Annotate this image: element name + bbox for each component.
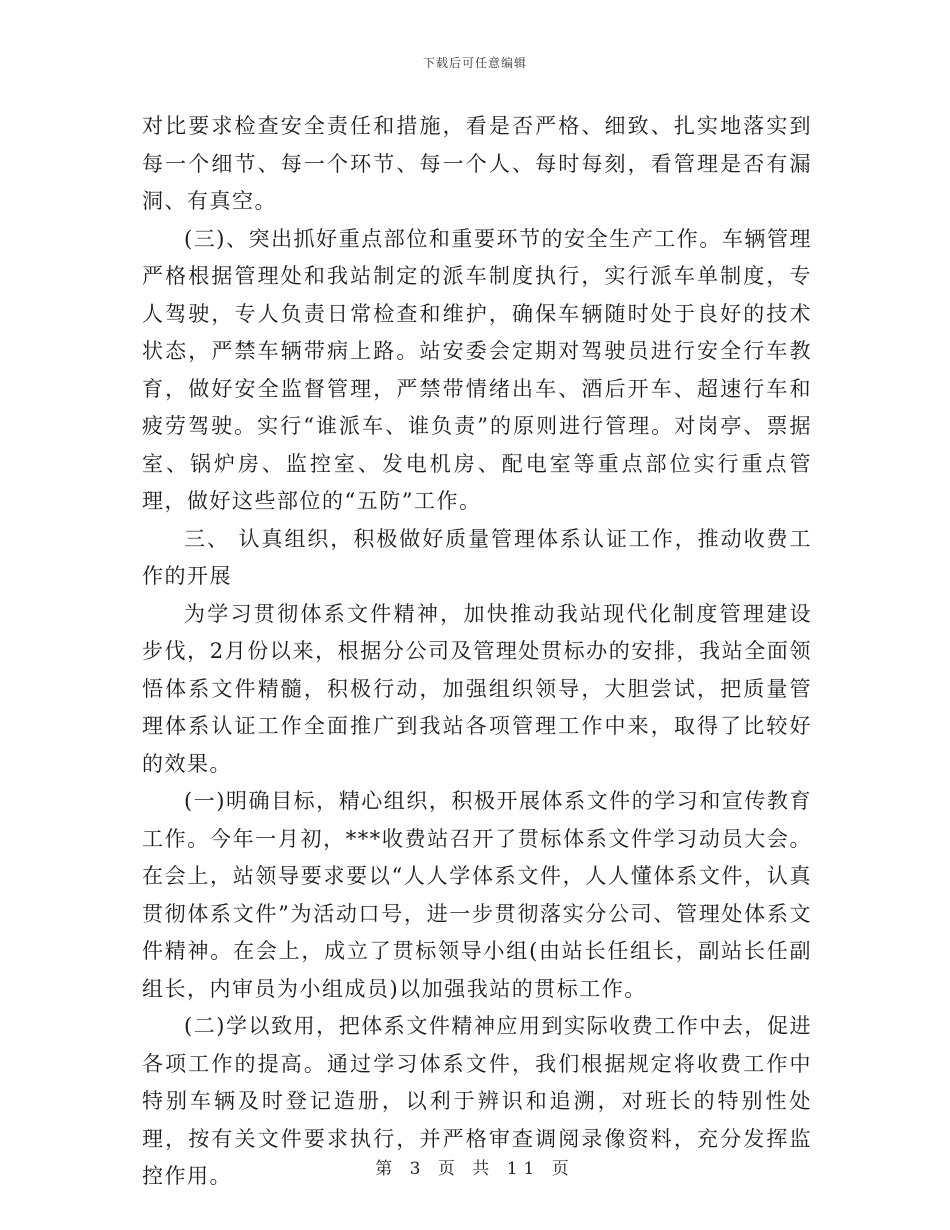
- section-heading-3: 三、 认真组织，积极做好质量管理体系认证工作，推动收费工作的开展: [142, 526, 812, 588]
- paragraph-1: 对比要求检查安全责任和措施，看是否严格、细致、扎实地落实到每一个细节、每一个环节、每一个人、每时每刻，看管理是否有漏洞、有真空。: [142, 114, 812, 213]
- paragraph-2: (三)、突出抓好重点部位和重要环节的安全生产工作。车辆管理严格根据管理处和我站制定的派车制度执行，实行派车单制度，专人驾驶，专人负责日常检查和维护，确保车辆随时处于良好的技术状态，严禁车辆带病上路。站安委会定期对驾驶员进行安全行车教育，做好安全监督管理，严禁带情绪出车、酒后开车、超速行车和疲劳驾驶。实行“谁派车、谁负责”的原则进行管理。对岗亭、票据室、锅炉房、监控室、发电机房、配电室等重点部位实行重点管理，做好这些部位的“五防”工作。: [142, 226, 812, 513]
- page-footer: 第 3 页 共 11 页: [375, 1159, 575, 1179]
- paragraph-5: (一)明确目标，精心组织，积极开展体系文件的学习和宣传教育工作。今年一月初，***收费站召开了贯标体系文件学习动员大会。在会上，站领导要求要以“人人学体系文件，人人懂体系文件，认真贯彻体系文件”为活动口号，进一步贯彻落实分公司、管理处体系文件精神。在会上，成立了贯标领导小组(由站长任组长，副站长任副组长，内审员为小组成员)以加强我站的贯标工作。: [142, 789, 812, 1001]
- paragraph-4: 为学习贯彻体系文件精神，加快推动我站现代化制度管理建设步伐，2月份以来，根据分公司及管理处贯标办的安排，我站全面领悟体系文件精髓，积极行动，加强组织领导，大胆尝试，把质量管理体系认证工作全面推广到我站各项管理工作中来，取得了比较好的效果。: [142, 601, 812, 776]
- document-body: [142, 108, 812, 1196]
- page-header: 下载后可任意编辑: [422, 56, 527, 70]
- paragraph-6: (二)学以致用，把体系文件精神应用到实际收费工作中去，促进各项工作的提高。通过学习体系文件，我们根据规定将收费工作中特别车辆及时登记造册，以利于辨识和追溯，对班长的特别性处理，按有关文件要求执行，并严格审查调阅录像资料，充分发挥监控作用。: [142, 1014, 812, 1188]
